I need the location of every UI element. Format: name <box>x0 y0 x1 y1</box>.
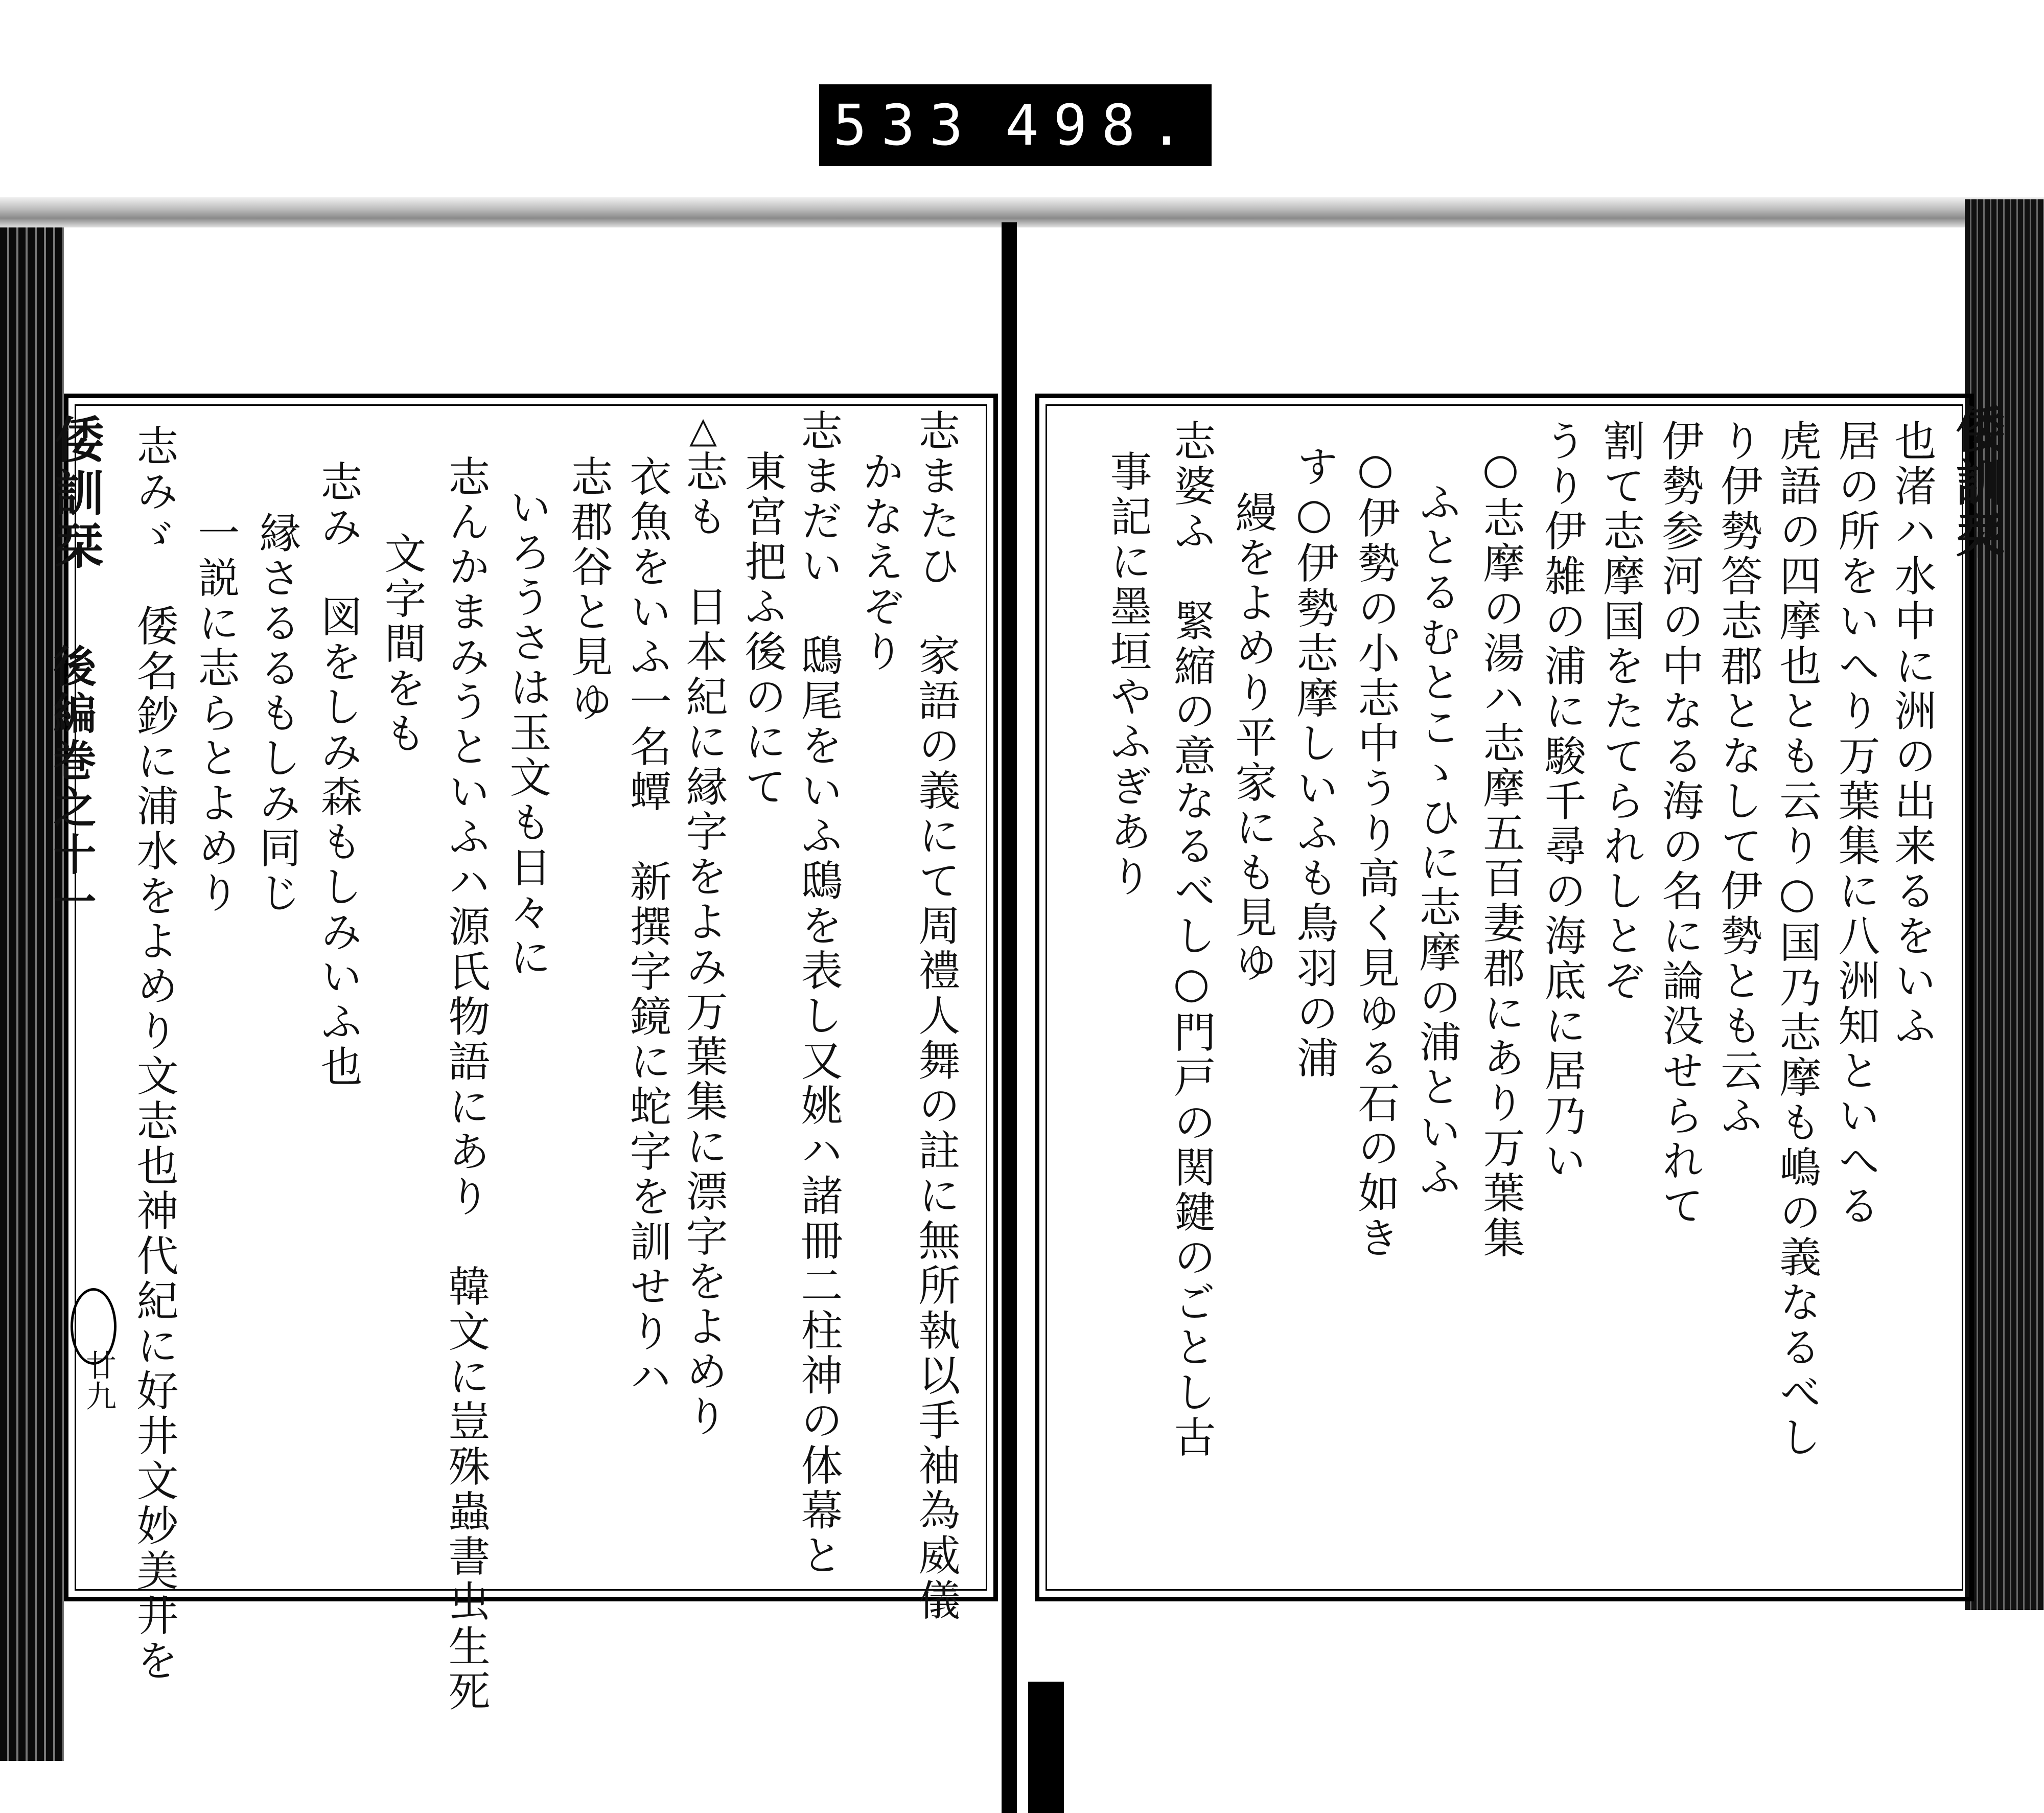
text-column: 割て志摩国をたてられしとぞ <box>1596 419 1645 1004</box>
text-column: り伊勢答志郡となして伊勢とも云ふ <box>1714 419 1762 1139</box>
text-column: 伊勢参河の中なる海の名に論没せられて <box>1655 419 1704 1229</box>
text-column: ○志摩の湯ハ志摩五百妻郡にあり万葉集 <box>1476 445 1525 1261</box>
gutter-clip <box>1028 1682 1064 1813</box>
frame-number-left: 533 <box>833 93 978 158</box>
text-column: いろうさは玉文も日々に <box>503 486 551 980</box>
text-column: 東宮把ふ後のにて <box>738 450 786 810</box>
text-column: 志んかまみうといふハ源氏物語にあり 韓文に豈殊蟲書虫生死 <box>442 455 490 1714</box>
text-column: ○伊勢の小志中うり高く見ゆる石の如き <box>1351 445 1400 1261</box>
text-column: 一説に志らとよめり <box>191 511 240 916</box>
text-column: 志またひ 家語の義にて周禮人舞の註に無所執以手袖為威儀 <box>912 409 960 1623</box>
folio-number: 廿九 <box>81 1349 117 1411</box>
triangle-mark-icon: △ <box>682 409 724 451</box>
scanner-edge <box>0 197 2044 227</box>
text-column: 志郡谷と見ゆ <box>564 455 613 725</box>
book-gutter <box>1002 222 1017 1813</box>
text-column: 志み 図をしみ森もしみいふ也 <box>314 460 362 1090</box>
text-column: ふとるむとこゝひに志摩の浦といふ <box>1412 480 1461 1200</box>
frame-number-right: 498. <box>1005 93 1198 158</box>
right-spine-title: 倭訓栞 <box>1948 404 2005 563</box>
text-column: 文字間をも <box>378 532 426 756</box>
text-column: かなえぞり <box>855 450 904 675</box>
text-column: す○伊勢志摩しいふも鳥羽の浦 <box>1290 445 1338 1081</box>
text-column: 也渚ハ水中に洲の出来るをいふ <box>1888 419 1936 1049</box>
text-column: 志婆ふ 緊縮の意なるべし○門戸の関鍵のごとし古 <box>1167 419 1216 1460</box>
text-column: 志みゞ 倭名鈔に浦水をよめり文志也神代紀に好井文妙美井を <box>130 424 178 1684</box>
text-column: 志も 日本紀に縁字をよみ万葉集に漂字をよめり <box>679 450 728 1439</box>
text-column: 志まだい 鴟尾をいふ鴟を表し又姚ハ諸冊二柱神の体幕と <box>794 409 843 1578</box>
left-spine-title: 倭訓栞 <box>47 414 104 573</box>
text-column: 事記に墨垣やふぎあり <box>1103 450 1152 900</box>
text-column: うり伊雑の浦に駿千尋の海底に居乃い <box>1538 419 1586 1184</box>
frame-label <box>819 84 1212 166</box>
text-column: 縁さるるもしみ同じ <box>252 511 301 916</box>
left-spine-volume: 後編巻之十一 <box>47 644 97 926</box>
text-column: 虎語の四摩也とも云り○国乃志摩も嶋の義なるべし <box>1773 419 1821 1460</box>
text-column: 居の所をいへり万葉集に八洲知といへる <box>1831 419 1880 1229</box>
text-column: 縵をよめり平家にも見ゆ <box>1228 491 1277 985</box>
text-column: 衣魚をいふ一名蟫 新撰字鏡に蛇字を訓せりハ <box>623 455 671 1399</box>
